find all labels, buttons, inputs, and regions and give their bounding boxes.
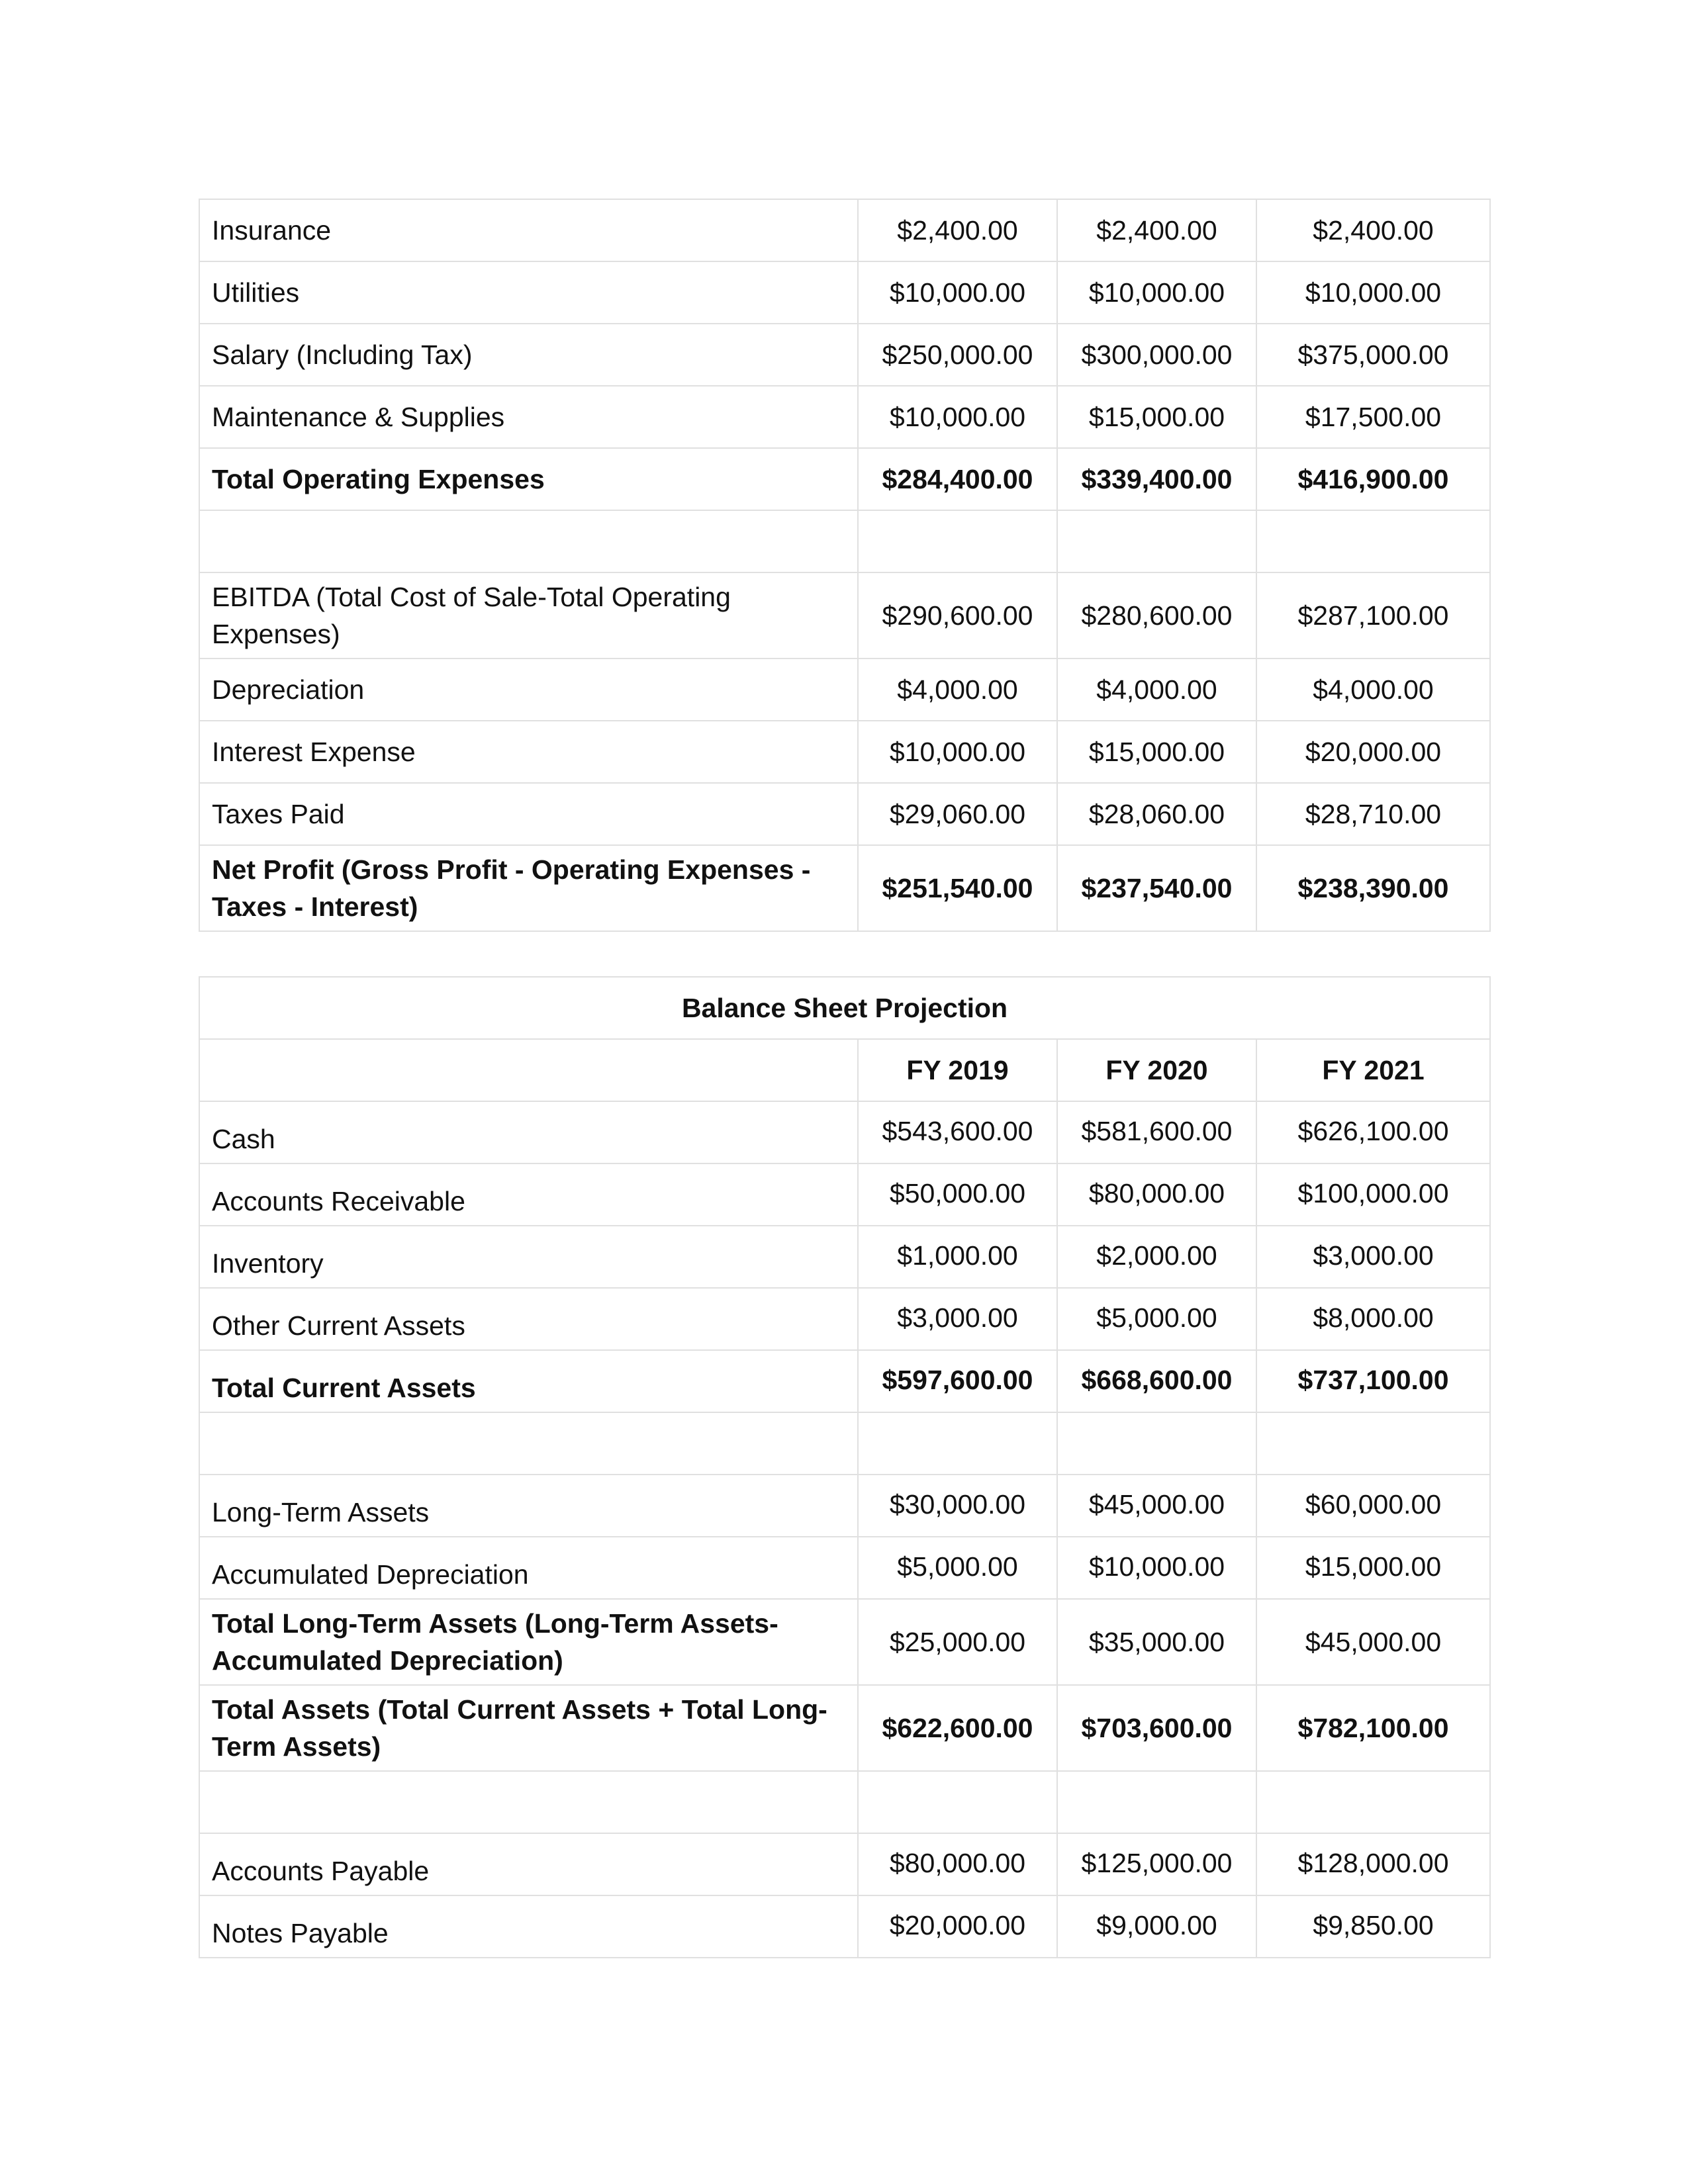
table-row-blank	[199, 510, 1490, 572]
row-value: $3,000.00	[1256, 1226, 1490, 1288]
table-row	[199, 1833, 1490, 1895]
table-row-total	[199, 845, 1490, 931]
row-label: Net Profit (Gross Profit - Operating Expenses - Taxes - Interest)	[199, 845, 858, 931]
table-header-row	[199, 1039, 1490, 1101]
blank-cell	[1256, 1771, 1490, 1833]
table-row-blank	[199, 1412, 1490, 1475]
blank-cell	[858, 1771, 1057, 1833]
row-value: $45,000.00	[1256, 1599, 1490, 1685]
row-value: $622,600.00	[858, 1685, 1057, 1771]
row-value: $4,000.00	[1057, 659, 1256, 721]
row-label: Total Long-Term Assets (Long-Term Assets-Accumulated Depreciation)	[199, 1599, 858, 1685]
row-value: $339,400.00	[1057, 448, 1256, 510]
row-value: $8,000.00	[1256, 1288, 1490, 1350]
column-header: FY 2020	[1057, 1039, 1256, 1101]
row-value: $10,000.00	[858, 261, 1057, 324]
blank-cell	[1057, 1771, 1256, 1833]
row-label: Accounts Payable	[199, 1833, 858, 1895]
row-value: $2,000.00	[1057, 1226, 1256, 1288]
blank-cell	[1057, 1412, 1256, 1475]
row-label: Total Current Assets	[199, 1350, 858, 1412]
row-value: $125,000.00	[1057, 1833, 1256, 1895]
row-value: $9,850.00	[1256, 1895, 1490, 1958]
column-header: FY 2021	[1256, 1039, 1490, 1101]
table-row	[199, 1475, 1490, 1537]
row-value: $35,000.00	[1057, 1599, 1256, 1685]
profit-loss-table	[199, 199, 1491, 932]
row-label: Other Current Assets	[199, 1288, 858, 1350]
row-value: $80,000.00	[858, 1833, 1057, 1895]
row-value: $4,000.00	[858, 659, 1057, 721]
row-label: Inventory	[199, 1226, 858, 1288]
row-label: Depreciation	[199, 659, 858, 721]
row-value: $597,600.00	[858, 1350, 1057, 1412]
row-value: $543,600.00	[858, 1101, 1057, 1163]
table-row	[199, 386, 1490, 448]
row-value: $10,000.00	[858, 721, 1057, 783]
row-value: $300,000.00	[1057, 324, 1256, 386]
blank-cell	[199, 1039, 858, 1101]
row-value: $375,000.00	[1256, 324, 1490, 386]
table-row	[199, 783, 1490, 845]
row-value: $15,000.00	[1057, 386, 1256, 448]
blank-cell	[858, 510, 1057, 572]
table-row-subtotal	[199, 1599, 1490, 1685]
blank-cell	[1057, 510, 1256, 572]
row-value: $251,540.00	[858, 845, 1057, 931]
row-value: $668,600.00	[1057, 1350, 1256, 1412]
row-value: $128,000.00	[1256, 1833, 1490, 1895]
row-value: $50,000.00	[858, 1163, 1057, 1226]
table-row	[199, 1226, 1490, 1288]
row-value: $250,000.00	[858, 324, 1057, 386]
row-value: $100,000.00	[1256, 1163, 1490, 1226]
table-row	[199, 1895, 1490, 1958]
balance-sheet-table	[199, 976, 1491, 1958]
row-label: Interest Expense	[199, 721, 858, 783]
row-value: $2,400.00	[858, 199, 1057, 261]
row-value: $4,000.00	[1256, 659, 1490, 721]
row-label: Long-Term Assets	[199, 1475, 858, 1537]
table-row	[199, 1101, 1490, 1163]
table-title-row	[199, 977, 1490, 1039]
row-value: $284,400.00	[858, 448, 1057, 510]
table-row	[199, 1163, 1490, 1226]
blank-cell	[199, 510, 858, 572]
row-value: $30,000.00	[858, 1475, 1057, 1537]
table-row	[199, 659, 1490, 721]
row-label: Maintenance & Supplies	[199, 386, 858, 448]
row-value: $10,000.00	[1057, 1537, 1256, 1599]
row-value: $290,600.00	[858, 572, 1057, 659]
row-value: $238,390.00	[1256, 845, 1490, 931]
row-value: $20,000.00	[1256, 721, 1490, 783]
row-label: Accounts Receivable	[199, 1163, 858, 1226]
row-value: $1,000.00	[858, 1226, 1057, 1288]
row-label: Taxes Paid	[199, 783, 858, 845]
row-value: $287,100.00	[1256, 572, 1490, 659]
row-value: $3,000.00	[858, 1288, 1057, 1350]
row-value: $416,900.00	[1256, 448, 1490, 510]
row-value: $703,600.00	[1057, 1685, 1256, 1771]
row-value: $15,000.00	[1256, 1537, 1490, 1599]
table-row-total	[199, 1685, 1490, 1771]
row-label: Utilities	[199, 261, 858, 324]
row-label: EBITDA (Total Cost of Sale-Total Operating Expenses)	[199, 572, 858, 659]
row-label: Cash	[199, 1101, 858, 1163]
row-value: $29,060.00	[858, 783, 1057, 845]
blank-cell	[1256, 1412, 1490, 1475]
row-value: $17,500.00	[1256, 386, 1490, 448]
table-row	[199, 572, 1490, 659]
blank-cell	[858, 1412, 1057, 1475]
row-label: Salary (Including Tax)	[199, 324, 858, 386]
table-row-total	[199, 1350, 1490, 1412]
row-label: Total Operating Expenses	[199, 448, 858, 510]
row-value: $5,000.00	[858, 1537, 1057, 1599]
table-row	[199, 721, 1490, 783]
column-header: FY 2019	[858, 1039, 1057, 1101]
table-row	[199, 199, 1490, 261]
row-value: $581,600.00	[1057, 1101, 1256, 1163]
row-value: $25,000.00	[858, 1599, 1057, 1685]
row-value: $10,000.00	[1256, 261, 1490, 324]
row-value: $2,400.00	[1256, 199, 1490, 261]
table-row-blank	[199, 1771, 1490, 1833]
table-row	[199, 1288, 1490, 1350]
table-title: Balance Sheet Projection	[199, 977, 1490, 1039]
table-row	[199, 324, 1490, 386]
table-row	[199, 1537, 1490, 1599]
row-value: $626,100.00	[1256, 1101, 1490, 1163]
row-value: $80,000.00	[1057, 1163, 1256, 1226]
row-value: $10,000.00	[1057, 261, 1256, 324]
row-value: $9,000.00	[1057, 1895, 1256, 1958]
row-value: $5,000.00	[1057, 1288, 1256, 1350]
row-value: $28,710.00	[1256, 783, 1490, 845]
row-value: $20,000.00	[858, 1895, 1057, 1958]
row-label: Total Assets (Total Current Assets + Total Long-Term Assets)	[199, 1685, 858, 1771]
row-value: $15,000.00	[1057, 721, 1256, 783]
row-value: $60,000.00	[1256, 1475, 1490, 1537]
row-value: $2,400.00	[1057, 199, 1256, 261]
blank-cell	[199, 1771, 858, 1833]
row-value: $782,100.00	[1256, 1685, 1490, 1771]
table-row-total	[199, 448, 1490, 510]
row-value: $737,100.00	[1256, 1350, 1490, 1412]
row-value: $237,540.00	[1057, 845, 1256, 931]
blank-cell	[1256, 510, 1490, 572]
row-label: Accumulated Depreciation	[199, 1537, 858, 1599]
row-value: $28,060.00	[1057, 783, 1256, 845]
row-label: Insurance	[199, 199, 858, 261]
row-value: $10,000.00	[858, 386, 1057, 448]
row-value: $280,600.00	[1057, 572, 1256, 659]
table-row	[199, 261, 1490, 324]
row-label: Notes Payable	[199, 1895, 858, 1958]
row-value: $45,000.00	[1057, 1475, 1256, 1537]
blank-cell	[199, 1412, 858, 1475]
